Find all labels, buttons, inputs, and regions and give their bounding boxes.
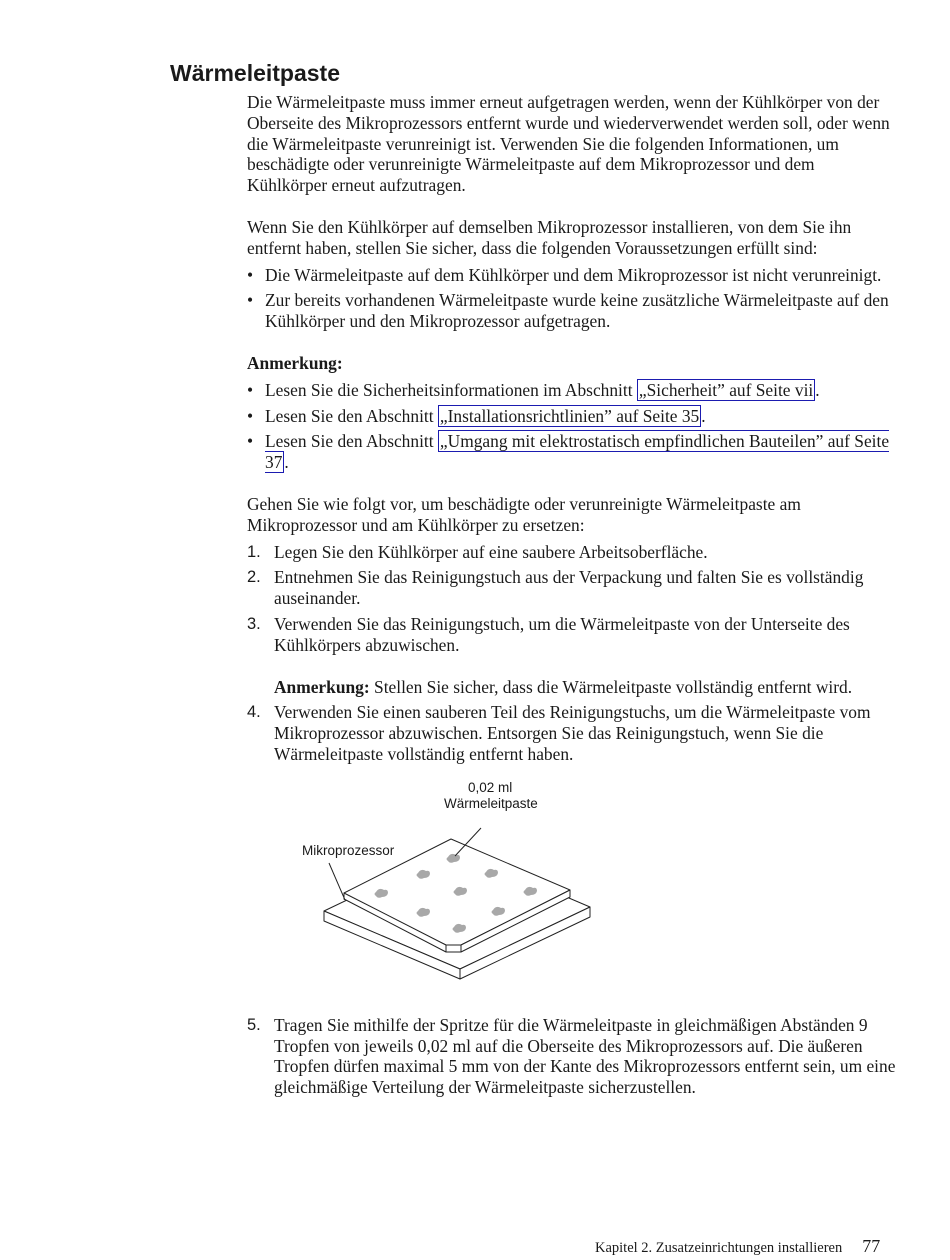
list-item — [247, 431, 897, 473]
step-number: 3. — [247, 614, 261, 633]
thermal-grease-figure — [294, 773, 674, 1003]
step-text: Tragen Sie mithilfe der Spritze für die Wärmeleitpaste in gleichmäßigen Abständen 9 Tropfen von jeweils 0,02 ml auf die Oberseite des Mikroprozessors auf. Die äußeren Tropfen dürfen maximal 5 mm von der Kante des Mikroprozessors entfernt sein, um eine gleichmäßige Verteilung der Wärmeleitpaste sicherzustellen. — [274, 1014, 896, 1098]
list-item — [247, 406, 897, 427]
notes-list — [247, 380, 897, 473]
step-item — [247, 702, 897, 1002]
procedure-steps — [247, 542, 897, 1098]
note-text: Lesen Sie die Sicherheitsinformationen im Abschnitt — [265, 379, 637, 400]
note-punctuation: . — [284, 452, 289, 473]
step-text: Entnehmen Sie das Reinigungstuch aus der Verpackung und falten Sie es vollständig auseinander. — [274, 567, 864, 609]
cpu-leader-line — [329, 863, 345, 900]
step-note — [274, 677, 897, 698]
list-item: • Die Wärmeleitpaste auf dem Kühlkörper und dem Mikroprozessor ist nicht verunreinigt. — [247, 265, 897, 286]
safety-link[interactable]: „Sicherheit” auf Seite vii — [638, 379, 814, 400]
step-text: Verwenden Sie das Reinigungstuch, um die Wärmeleitpaste von der Unterseite des Kühlkörpers abzuwischen. — [274, 613, 850, 655]
step-text: Legen Sie den Kühlkörper auf eine saubere Arbeitsoberfläche. — [274, 541, 708, 562]
list-item: • Zur bereits vorhandenen Wärmeleitpaste wurde keine zusätzliche Wärmeleitpaste auf den Kühlkörper und den Mikroprozessor aufgetragen. — [247, 290, 897, 332]
installation-guidelines-link[interactable]: „Installationsrichtlinien” auf Seite 35 — [439, 405, 700, 426]
procedure-intro: Gehen Sie wie folgt vor, um beschädigte oder verunreinigte Wärmeleitpaste am Mikroprozessor und am Kühlkörper zu ersetzen: — [247, 493, 801, 535]
step-number: 1. — [247, 542, 261, 561]
note-punctuation: . — [815, 379, 820, 400]
step-number: 4. — [247, 703, 261, 722]
note-punctuation: . — [701, 405, 706, 426]
step-text: Verwenden Sie einen sauberen Teil des Reinigungstuchs, um die Wärmeleitpaste vom Mikroprozessor abzuwischen. Entsorgen Sie das Reinigungstuch, wenn Sie die Wärmeleitpaste vollständig entfernt haben. — [274, 702, 871, 764]
step-note-label: Anmerkung: — [274, 676, 370, 697]
conditions-list — [247, 265, 897, 332]
paste-label: Wärmeleitpaste — [444, 795, 538, 811]
note-heading: Anmerkung: — [247, 352, 343, 373]
note-text: Lesen Sie den Abschnitt — [265, 405, 438, 426]
chapter-title: Kapitel 2. Zusatzeinrichtungen installieren — [595, 1240, 843, 1256]
step-item — [247, 614, 897, 697]
section-body — [247, 92, 897, 1103]
step-item — [247, 567, 897, 609]
static-sensitive-devices-link[interactable]: „Umgang mit elektrostatisch empfindlichen Bauteilen” auf Seite 37 — [265, 431, 890, 473]
list-item — [247, 380, 897, 401]
install-condition-paragraph: Wenn Sie den Kühlkörper auf demselben Mikroprozessor installieren, von dem Sie ihn entfernt haben, stellen Sie sicher, dass die folgenden Voraussetzungen erfüllt sind: — [247, 216, 852, 258]
page-number: 77 — [862, 1236, 881, 1256]
page-footer — [595, 1236, 880, 1257]
section-heading: Wärmeleitpaste — [170, 60, 341, 86]
step-number: 5. — [247, 1015, 261, 1034]
step-note-text: Stellen Sie sicher, dass die Wärmeleitpaste vollständig entfernt wird. — [369, 676, 853, 697]
step-number: 2. — [247, 568, 261, 587]
step-item — [247, 542, 897, 563]
step-item — [247, 1015, 897, 1098]
cpu-label: Mikroprozessor — [302, 842, 395, 858]
paste-amount-label: 0,02 ml — [468, 779, 513, 795]
intro-paragraph: Die Wärmeleitpaste muss immer erneut aufgetragen werden, wenn der Kühlkörper von der Oberseite des Mikroprozessors entfernt wurde und wiederverwendet werden soll, oder wenn die Wärmeleitpaste verunreinigt ist. Verwenden Sie die folgenden Informationen, um beschädigte oder verunreinigte Wärmeleitpaste auf dem Mikroprozessor und dem Kühlkörper erneut aufzutragen. — [247, 92, 890, 196]
note-text: Lesen Sie den Abschnitt — [265, 431, 438, 452]
